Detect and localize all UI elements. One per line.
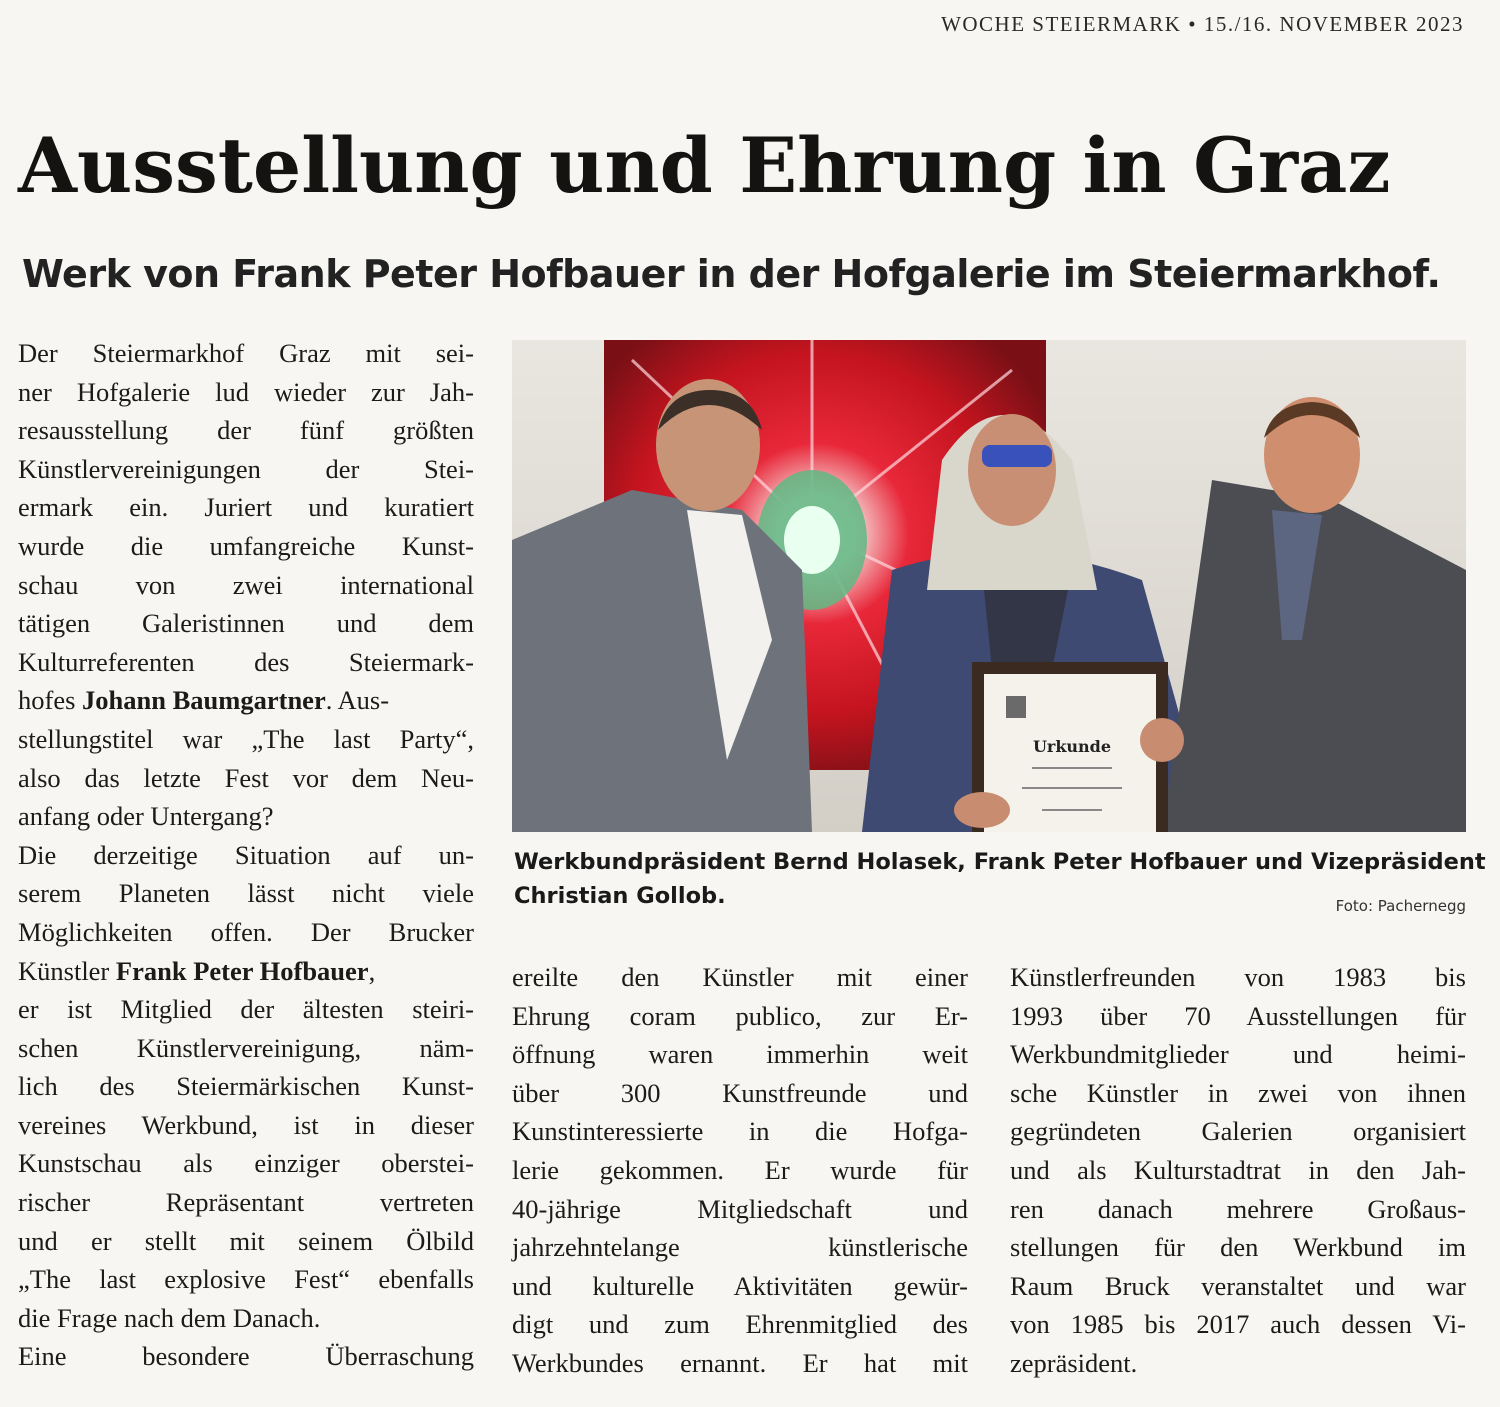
photo-caption [514,845,1486,913]
photo-award-ceremony [512,340,1466,832]
headline: Ausstellung und Ehrung in Graz [18,121,1391,210]
text-line: er ist Mitglied der ältesten steiri- [18,994,474,1025]
text-line [18,681,474,720]
text-line: tätigen Galeristinnen und dem [18,608,474,639]
text-line: resausstellung der fünf größten [18,415,474,446]
text-line: ermark ein. Juriert und kuratiert [18,492,474,523]
text-line: digt und zum Ehrenmitglied des [512,1309,968,1340]
text-line: ren danach mehrere Großaus- [1010,1193,1466,1224]
text-line: Ehrung coram publico, zur Er- [512,1000,968,1031]
text-line: Die derzeitige Situation auf un- [18,839,474,870]
text-line: wurde die umfangreiche Kunst- [18,530,474,561]
text-line: 40-jährige Mitgliedschaft und [512,1193,968,1224]
text-line: zepräsident. [1010,1347,1138,1378]
text-line: serem Planeten lässt nicht viele [18,878,474,909]
text-line: Kunstinteressierte in die Hofga- [512,1116,968,1147]
text-line: Künstlerfreunden von 1983 bis [1010,962,1466,992]
person-left-suit [512,490,812,832]
text-line: Der Steiermarkhof Graz mit sei- [18,338,474,368]
masthead: WOCHE STEIERMARK • 15./16. NOVEMBER 2023 [941,12,1464,36]
text-line: die Frage nach dem Danach. [18,1302,321,1333]
name-bold-frank-peter-hofbauer: Frank Peter Hofbauer [115,955,369,986]
text-run: Künstler [18,955,110,986]
photo-illustration [512,340,1466,832]
text-line: ner Hofgalerie lud wieder zur Jah- [18,376,474,407]
text-line: schau von zwei international [18,569,474,600]
text-line: und als Kulturstadtrat in den Jah- [1010,1154,1466,1185]
text-line: stellungen für den Werkbund im [1010,1232,1466,1263]
text-line: 1993 über 70 Ausstellungen für [1010,1000,1466,1031]
text-line: ereilte den Künstler mit einer [512,962,968,992]
text-line: Kunstschau als einziger oberstei- [18,1148,474,1179]
text-line: lerie gekommen. Er wurde für [512,1154,968,1185]
caption-line: Christian Gollob. [514,883,726,909]
text-line: Raum Bruck veranstaltet und war [1010,1270,1466,1301]
text-line: Möglichkeiten offen. Der Brucker [18,916,474,947]
text-line: Künstlervereinigungen der Stei- [18,453,474,484]
text-line: Werkbundmitglieder und heimi- [1010,1039,1466,1070]
text-run: , [368,955,376,986]
text-line: vereines Werkbund, ist in dieser [18,1109,474,1140]
text-line: über 300 Kunstfreunde und [512,1077,968,1108]
text-line: von 1985 bis 2017 auch dessen Vi- [1010,1309,1466,1340]
article-column-2 [512,958,968,1383]
text-line: Kulturreferenten des Steiermark- [18,646,474,677]
caption-line: Werkbundpräsident Bernd Holasek, Frank Peter Hofbauer und Vizepräsident [514,849,1486,875]
text-line: und er stellt mit seinem Ölbild [18,1225,474,1256]
name-bold-johann-baumgartner: Johann Baumgartner [82,685,326,716]
certificate-title: Urkunde [1032,737,1112,756]
text-line: sche Künstler in zwei von ihnen [1010,1077,1466,1108]
subhead: Werk von Frank Peter Hofbauer in der Hofgalerie im Steiermarkhof. [22,252,1441,296]
photo-credit: Foto: Pachernegg [1335,897,1466,915]
text-line: anfang oder Untergang? [18,801,274,832]
text-line: gegründeten Galerien organisiert [1010,1116,1466,1147]
text-line: schen Künstlervereinigung, näm- [18,1032,474,1063]
text-run: . Aus- [325,685,390,716]
text-line: „The last explosive Fest“ ebenfalls [18,1264,474,1295]
article-column-1 [18,334,474,1376]
article-column-3 [1010,958,1466,1383]
text-line: rischer Repräsentant vertreten [18,1187,474,1218]
text-line: und kulturelle Aktivitäten gewür- [512,1270,968,1301]
text-line: stellungstitel war „The last Party“, [18,723,474,754]
text-line: lich des Steiermärkischen Kunst- [18,1071,474,1102]
text-line [18,952,474,991]
text-line: öffnung waren immerhin weit [512,1039,968,1070]
text-run: hofes [18,685,76,716]
text-line: jahrzehntelange künstlerische [512,1232,968,1263]
text-line: also das letzte Fest vor dem Neu- [18,762,474,793]
text-line: Eine besondere Überraschung [18,1341,474,1372]
text-line: Werkbundes ernannt. Er hat mit [512,1347,968,1378]
